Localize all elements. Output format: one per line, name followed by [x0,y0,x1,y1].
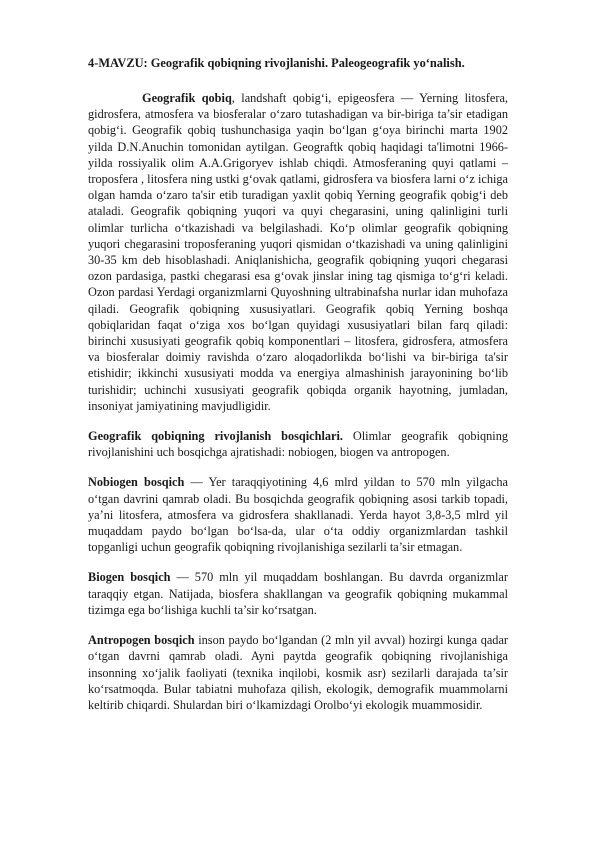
paragraph-lead: Geografik qobiqning rivojlanish bosqichlari. [88,429,343,444]
paragraph-rivojlanish-bosqichlari [88,428,508,460]
paragraph-lead: Biogen bosqich [88,570,171,585]
paragraph-text: , landshaft qobig‘i, epigeosfera — Yerning litosfera, gidrosfera, atmosfera va biosferalar o‘zaro tutashadigan va bir-biriga ta’sir etadigan qobig‘i. Geografik qobiq tushunchasiga yaqin bo‘lgan g‘oya birinchi marta 1902 yilda D.N.Anuchin tomonidan aytilgan. Geograftk qobiq haqidagi ta'limotni 1966-yilda rossiyalik olim A.A.Grigoryev ishlab chiqdi. Atmosferaning quyi qatlami – troposfera , litosfera ning ustki g‘ovak qatlami, gidrosfera va biosfera larni o‘z ichiga olgan hamda o‘zaro ta'sir etib turadigan yaxlit qobiq Yerning geografik qobig‘i deb ataladi. Geografik qobiqning yuqori va quyi chegarasini, uning qalinligini turli olimlar turlicha o‘tkazishadi va belgilashadi. Ko‘p olimlar geografik qobiqning yuqori chegarasini troposferaning yuqori qismidan o‘tkazishadi va uning qalinligini 30-35 km deb hisoblashadi. Aniqlanishicha, geografik qobiqning yuqori chegarasi ozon pardasiga, pastki chegarasi esa g‘ovak jinslar ining tag qismiga to‘g‘ri keladi. Ozon pardasi Yerdagi organizmlarni Quyoshning ultrabinafsha nurlar idan muhofaza qiladi. Geografik qobiqning xususiyatlari. Geografik qobiq Yerning boshqa qobiqlaridan faqat o‘ziga xos bo‘lgan quyidagi xususiyatlari bilan farq qiladi: birinchi xususiyati geografik qobiq komponentlari – litosfera, gidrosfera, atmosfera va biosferalar doimiy ravishda o‘zaro aloqadorlikda bo‘lishi va bir-biriga ta'sir etishidir; ikkinchi xususiyati modda va energiya almashinish jarayonining bo‘lib turishidir; uchinchi xususiyati geografik qobiqda organik hayotning, jumladan, insoniyat jamiyatining mavjudligidir. [88,91,508,413]
paragraph-antropogen-bosqich [88,632,508,713]
paragraph-text: — 570 mln yil muqaddam boshlangan. Bu davrda organizmlar taraqqiy etgan. Natijada, biosfera shakllangan va geografik qobiqning mukammal tizimga ega bo‘lishiga kuchli ta’sir ko‘rsatgan. [88,570,508,617]
document-body [88,55,508,713]
paragraph-text: inson paydo bo‘lgandan (2 mln yil avval) hozirgi kunga qadar o‘tgan davrni qamrab oladi. Ayni paytda geografik qobiqning rivojlanishiga insonning xo‘jalik faoliyati (texnika inqilobi, kosmik asr) sezilarli darajada ta’sir ko‘rsatmoqda. Bular tabiatni muhofaza qilish, ekologik, demografik muammolarni keltirib chiqardi. Shulardan biri o‘lkamizdagi Orolbo‘yi ekologik muammosidir. [88,633,508,712]
paragraph-geografik-qobiq [88,90,508,414]
paragraph-biogen-bosqich [88,569,508,618]
paragraph-lead: Geografik qobiq [142,91,232,105]
paragraph-lead: Nobiogen bosqich [88,475,185,490]
paragraph-text: — Yer taraqqiyotining 4,6 mlrd yildan to 570 mln yilgacha o‘tgan davrini qamrab oladi. Bu bosqichda geografik qobiqning asosi tarkib topadi, ya’ni litosfera, atmosfera va gidrosfera shakllanadi. Yerda hayot 3,8-3,5 mlrd yil muqaddam paydo bo‘lgan bo‘lsa-da, ular o‘ta oddiy organizmlardan tashkil topganligi uchun geografik qobiqning rivojlanishiga sezilarli ta’sir etmagan. [88,475,508,555]
paragraph-text: Olimlar geografik qobiqning rivojlanishini uch bosqichga ajratishadi: nobiogen, biogen va antropogen. [88,429,508,460]
paragraph-lead: Antropogen bosqich [88,633,195,648]
page-title: 4-MAVZU: Geografik qobiqning rivojlanishi. Paleogeografik yo‘nalish. [88,56,465,70]
paragraph-nobiogen-bosqich [88,474,508,555]
